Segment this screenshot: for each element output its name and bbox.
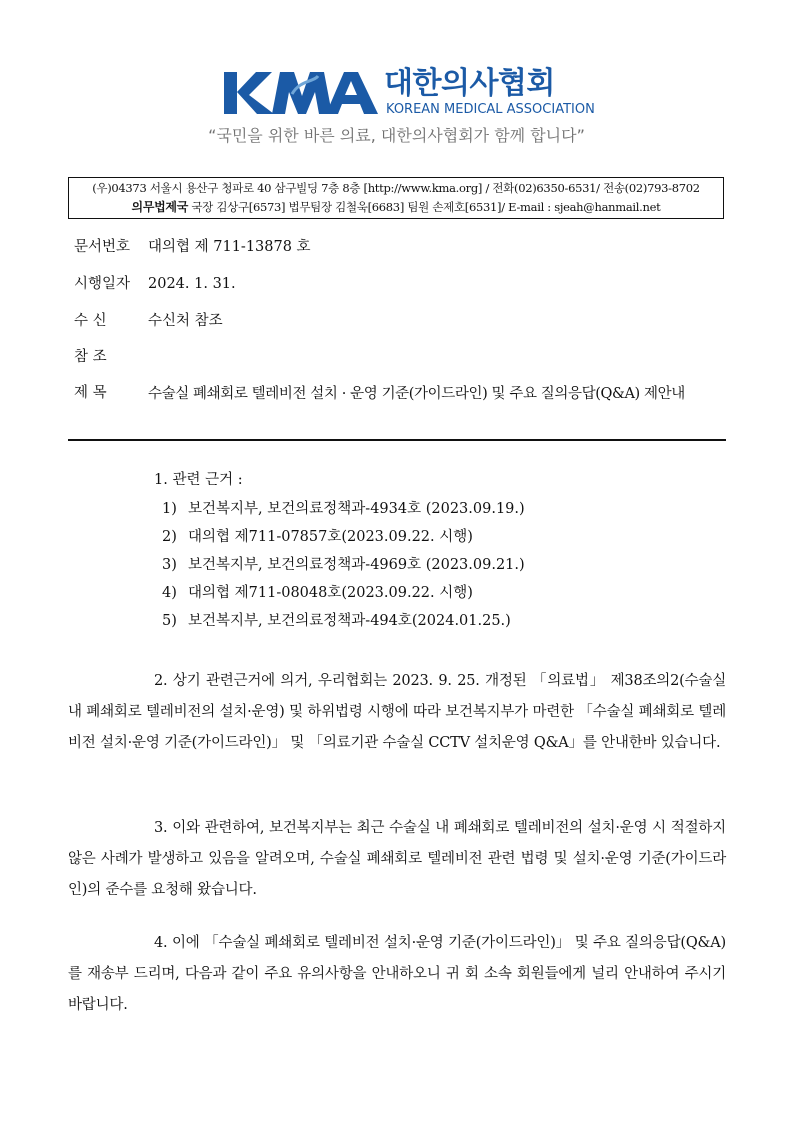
paragraph-4	[68, 928, 726, 1021]
list-item-text: 보건복지부, 보건의료정책과-494호(2024.01.25.)	[188, 613, 511, 629]
list-item	[162, 495, 525, 523]
contact-staff-text: 국장 김상구[6573] 법무팀장 김철욱[6683] 팀원 손제호[6531]/ E-mail : sjeah@hanmail.net	[188, 200, 661, 214]
list-item-text: 대의협 제711-08048호(2023.09.22. 시행)	[188, 585, 473, 601]
letterhead	[0, 66, 793, 126]
contact-staff-line	[69, 198, 723, 217]
list-item-number: 3)	[162, 557, 177, 573]
list-item-text: 보건복지부, 보건의료정책과-4934호 (2023.09.19.)	[188, 501, 525, 517]
date-label: 시행일자	[74, 276, 131, 292]
doc-number-row	[74, 234, 311, 260]
recipient-label: 수 신	[74, 313, 107, 329]
date-row	[74, 271, 236, 297]
list-item	[162, 579, 525, 607]
paragraph-2-text: 2. 상기 관련근거에 의거, 우리협회는 2023. 9. 25. 개정된 「의료법」 제38조의2(수술실 내 폐쇄회로 텔레비전의 설치·운영) 및 하위법령 시행에 따라 보건복지부가 마련한 「수술실 폐쇄회로 텔레비전 설치·운영 기준(가이드라인)」 및 「의료기관 수술실 CCTV 설치운영 Q&A」를 안내한바 있습니다.	[68, 673, 726, 751]
paragraph-2	[68, 666, 726, 759]
doc-number-label: 문서번호	[74, 239, 131, 255]
contact-address-line: (우)04373 서울시 용산구 청파로 40 삼구빌딩 7층 8층 [http://www.kma.org] / 전화(02)6350-6531/ 전송(02)793-8702	[92, 181, 700, 195]
list-item	[162, 551, 525, 579]
subject-label: 제 목	[74, 385, 107, 401]
list-item	[162, 607, 525, 635]
paragraph-4-text: 4. 이에 「수술실 폐쇄회로 텔레비전 설치·운영 기준(가이드라인)」 및 주요 질의응답(Q&A)를 재송부 드리며, 다음과 같이 주요 유의사항을 안내하오니 귀 회 소속 회원들에게 널리 안내하여 주시기 바랍니다.	[68, 935, 726, 1013]
slogan: “국민을 위한 바른 의료, 대한의사협회가 함께 합니다”	[208, 126, 585, 145]
ref-title: 1. 관련 근거 :	[154, 472, 243, 488]
paragraph-3-text: 3. 이와 관련하여, 보건복지부는 최근 수술실 내 폐쇄회로 텔레비전의 설치·운영 시 적절하지 않은 사례가 발생하고 있음을 알려오며, 수술실 폐쇄회로 텔레비전 관련 법령 및 설치·운영 기준(가이드라인)의 준수를 요청해 왔습니다.	[68, 820, 726, 898]
org-name-en: KOREAN MEDICAL ASSOCIATION	[386, 102, 595, 117]
recipient-row	[74, 308, 223, 334]
list-item	[162, 523, 525, 551]
list-item-text: 보건복지부, 보건의료정책과-4969호 (2023.09.21.)	[188, 557, 525, 573]
list-item-number: 1)	[162, 501, 177, 517]
list-item-number: 2)	[162, 529, 177, 545]
reference-label: 참 조	[74, 349, 107, 365]
department-name: 의무법제국	[131, 200, 188, 214]
doc-number: 대의협 제 711-13878 호	[148, 239, 311, 255]
list-item-number: 5)	[162, 613, 177, 629]
reference-row	[74, 344, 148, 370]
contact-box	[68, 177, 724, 219]
subject-text: 수술실 폐쇄회로 텔레비전 설치 · 운영 기준(가이드라인) 및 주요 질의응답(Q&A) 제안내	[148, 386, 685, 402]
header-divider	[68, 439, 726, 441]
paragraph-3	[68, 813, 726, 906]
org-name-ko: 대한의사협회	[384, 66, 555, 101]
list-item-text: 대의협 제711-07857호(2023.09.22. 시행)	[188, 529, 473, 545]
kma-logo	[222, 66, 382, 118]
list-item-number: 4)	[162, 585, 177, 601]
recipient-value: 수신처 참조	[148, 313, 223, 329]
date-value: 2024. 1. 31.	[148, 276, 236, 292]
reference-list	[162, 495, 525, 635]
